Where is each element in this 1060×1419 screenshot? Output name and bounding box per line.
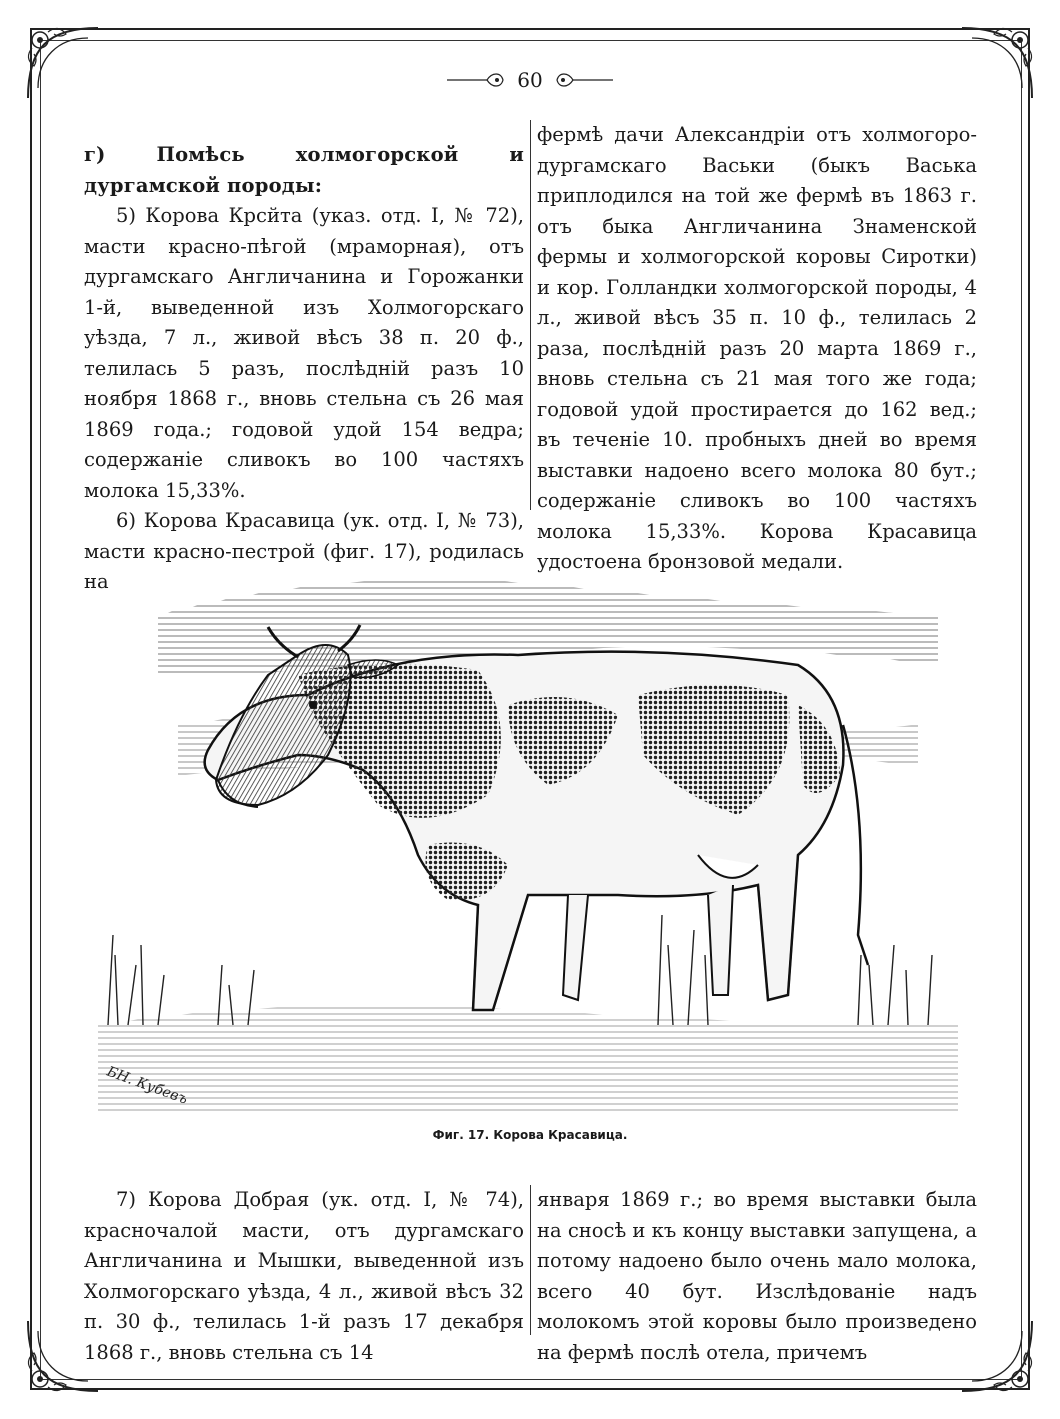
cow-leg	[563, 895, 588, 1000]
eye	[309, 701, 317, 709]
corner-ornament-icon	[18, 18, 108, 108]
figure-caption: Фиг. 17. Корова Красавица.	[432, 1128, 628, 1142]
entry-6-continued-paragraph: фермѣ дачи Александріи отъ холмогоро-дургамскаго Васьки (быкъ Васька приплодился на той же фермѣ въ 1863 г. отъ быка Англичанина Знаменской фермы и холмогорской коровы Сиротки) и кор. Голландки холмогорской породы, 4 л., живой вѣсъ 35 п. 10 ф., телилась 2 раза, послѣдній разъ 20 марта 1869 г., вновь стельна съ 21 мая того же года; годовой удой простирается до 162 вед.; въ теченіе 10. пробныхъ дней во время выставки надоено всего молока 80 бут.; содержаніе сливокъ во 100 частяхъ молока 15,33%. Корова Красавица удостоена бронзовой медали.	[537, 123, 977, 573]
section-heading: г) Помѣсь холмогорской и дургамской породы:	[84, 143, 524, 197]
corner-ornament-icon	[952, 18, 1042, 108]
entry-7-paragraph: 7) Корова Добрая (ук. отд. I, № 74), красночалой масти, отъ дургамскаго Англичанина и Мышки, выведенной изъ Холмогорскаго уѣзда, 4 л., живой вѣсъ 32 п. 30 ф., телилась 1-й разъ 17 декабря 1868 г., вновь стельна съ 14	[84, 1188, 524, 1364]
entry-5-paragraph: 5) Корова Крсйта (указ. отд. I, № 72), масти красно-пѣгой (мраморная), отъ дургамскаго Англичанина и Горожанки 1-й, выведенной изъ Холмогорскаго уѣзда, 7 л., живой вѣсъ 38 п. 20 ф., телилась 5 разъ, послѣдній разъ 10 ноября 1868 г., вновь стельна съ 26 мая 1869 года.; годовой удой 154 ведра; содержаніе сливокъ во 100 частяхъ молока 15,33%.	[84, 204, 524, 502]
ground	[98, 1005, 958, 1115]
engraver-signature: БН. Кубевъ	[104, 1063, 190, 1108]
grass	[108, 915, 932, 1025]
tail	[843, 725, 868, 965]
bottom-right-column	[537, 1185, 977, 1368]
top-right-column	[537, 120, 977, 578]
cow-illustration	[98, 555, 958, 1125]
flourish-left-icon	[447, 70, 507, 90]
flourish-right-icon	[553, 70, 613, 90]
cow-leg	[708, 885, 733, 995]
column-divider	[530, 1185, 531, 1335]
page-header	[0, 68, 1060, 92]
bottom-left-column	[84, 1185, 524, 1368]
entry-6-paragraph: 6) Корова Красавица (ук. отд. I, № 73), масти красно-пестрой (фиг. 17), родилась на	[84, 509, 524, 593]
entry-7-continued-paragraph: января 1869 г.; во время выставки была на сносѣ и къ концу выставки запущена, а потому надоено было очень мало молока, всего 40 бут. Изслѣдованіе надъ молокомъ этой коровы было произведено на фермѣ послѣ отела, причемъ	[537, 1188, 977, 1364]
top-left-column	[84, 140, 524, 598]
column-divider	[530, 120, 531, 510]
page-number: 60	[517, 68, 543, 92]
